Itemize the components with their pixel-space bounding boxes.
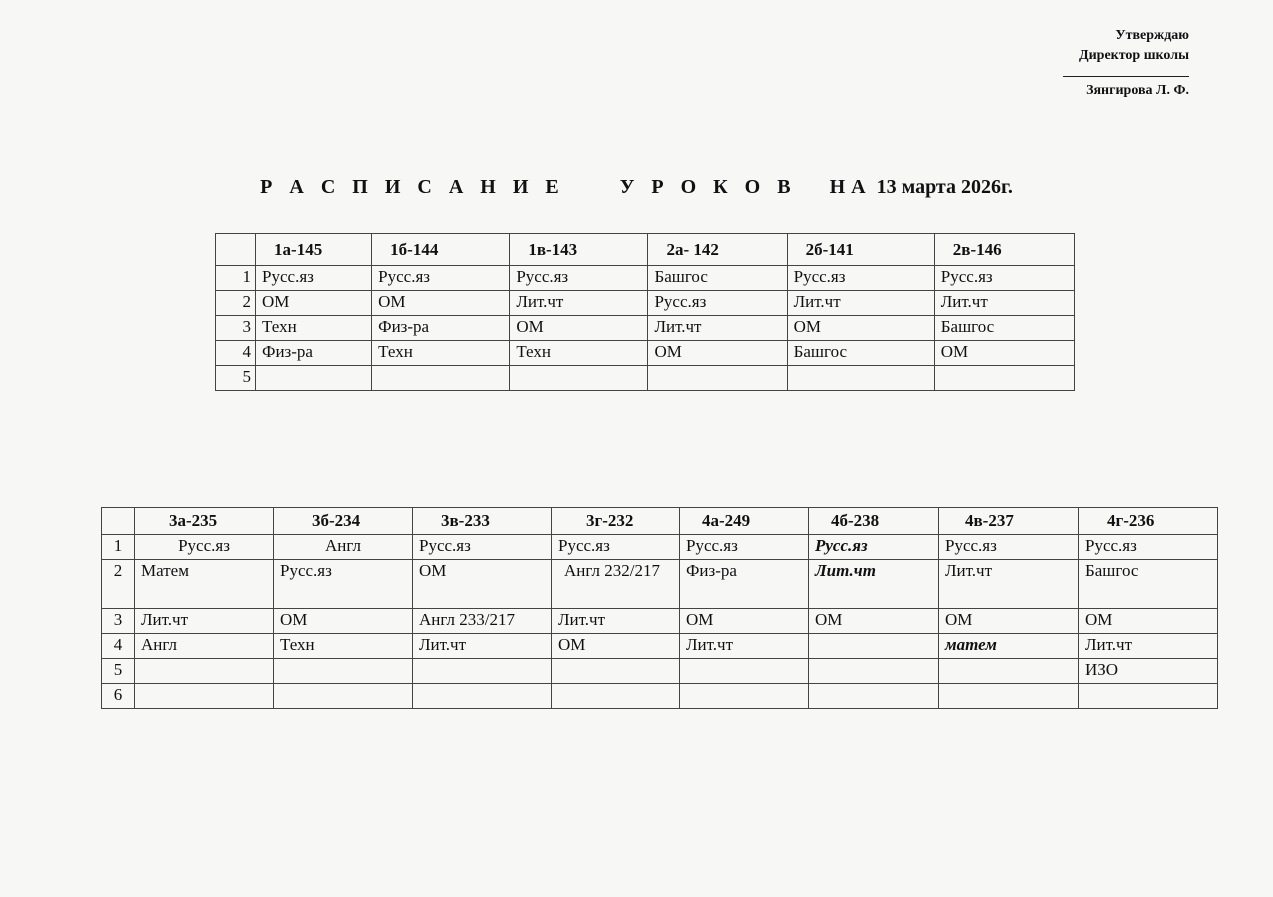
lesson-cell xyxy=(680,684,809,709)
lesson-cell: Лит.чт xyxy=(939,560,1079,609)
lesson-cell: ОМ xyxy=(552,634,680,659)
lesson-cell: ОМ xyxy=(413,560,552,609)
table-row xyxy=(102,609,1218,634)
table-row xyxy=(216,366,1075,391)
schedule-table-grades-1-2 xyxy=(215,233,1075,391)
lesson-cell: Русс.яз xyxy=(413,535,552,560)
lesson-cell: ОМ xyxy=(274,609,413,634)
lesson-cell xyxy=(413,659,552,684)
lesson-cell: Башгос xyxy=(787,341,934,366)
title-date: 13 марта 2026г. xyxy=(876,176,1013,198)
lesson-number: 6 xyxy=(102,684,135,709)
table-header-row xyxy=(216,234,1075,266)
lesson-cell: ОМ xyxy=(680,609,809,634)
lesson-cell: Лит.чт xyxy=(680,634,809,659)
lesson-cell: ОМ xyxy=(1079,609,1218,634)
director-position: Директор школы xyxy=(1078,48,1189,63)
approve-label: Утверждаю xyxy=(1115,28,1189,43)
lesson-cell: Матем xyxy=(135,560,274,609)
lesson-cell xyxy=(1079,684,1218,709)
lesson-number: 1 xyxy=(216,266,256,291)
lesson-cell: Башгос xyxy=(934,316,1074,341)
lesson-cell: Русс.яз xyxy=(1079,535,1218,560)
lesson-cell: ОМ xyxy=(510,316,648,341)
lesson-cell: Русс.яз xyxy=(552,535,680,560)
table-row xyxy=(216,291,1075,316)
lesson-cell xyxy=(809,634,939,659)
lesson-cell: Русс.яз xyxy=(648,291,787,316)
lesson-cell: Лит.чт xyxy=(787,291,934,316)
schedule-table-grades-3-4 xyxy=(101,507,1218,709)
lesson-cell: матем xyxy=(939,634,1079,659)
lesson-cell: Русс.яз xyxy=(372,266,510,291)
lesson-cell: ОМ xyxy=(939,609,1079,634)
table-row xyxy=(102,634,1218,659)
lesson-cell xyxy=(274,684,413,709)
class-header: 2а- 142 xyxy=(648,234,787,266)
signature-line xyxy=(1063,76,1189,77)
corner-cell xyxy=(102,508,135,535)
class-header: 1в-143 xyxy=(510,234,648,266)
table-row xyxy=(216,341,1075,366)
class-header: 4б-238 xyxy=(809,508,939,535)
lesson-cell xyxy=(413,684,552,709)
lesson-cell: Техн xyxy=(510,341,648,366)
lesson-number: 1 xyxy=(102,535,135,560)
table-row xyxy=(216,316,1075,341)
class-header: 2в-146 xyxy=(934,234,1074,266)
lesson-cell: Лит.чт xyxy=(809,560,939,609)
class-header: 1а-145 xyxy=(256,234,372,266)
class-header: 1б-144 xyxy=(372,234,510,266)
lesson-cell: Физ-ра xyxy=(256,341,372,366)
lesson-cell: Лит.чт xyxy=(934,291,1074,316)
lesson-cell: Лит.чт xyxy=(1079,634,1218,659)
director-name: Зянгирова Л. Ф. xyxy=(1086,83,1189,98)
lesson-cell: Русс.яз xyxy=(274,560,413,609)
lesson-cell: Англ 232/217 xyxy=(552,560,680,609)
lesson-cell: Русс.яз xyxy=(939,535,1079,560)
class-header: 3б-234 xyxy=(274,508,413,535)
lesson-cell xyxy=(256,366,372,391)
page-title xyxy=(0,176,1273,199)
table-row xyxy=(102,535,1218,560)
lesson-cell: Англ 233/217 xyxy=(413,609,552,634)
lesson-cell: Англ xyxy=(274,535,413,560)
lesson-number: 2 xyxy=(102,560,135,609)
table-row xyxy=(216,266,1075,291)
table-row xyxy=(102,560,1218,609)
lesson-number: 4 xyxy=(216,341,256,366)
lesson-cell xyxy=(809,659,939,684)
lesson-cell: ИЗО xyxy=(1079,659,1218,684)
lesson-cell xyxy=(648,366,787,391)
lesson-cell xyxy=(552,659,680,684)
table-header-row xyxy=(102,508,1218,535)
lesson-cell: Лит.чт xyxy=(552,609,680,634)
lesson-cell: ОМ xyxy=(648,341,787,366)
class-header: 4в-237 xyxy=(939,508,1079,535)
lesson-number: 3 xyxy=(216,316,256,341)
lesson-number: 5 xyxy=(102,659,135,684)
table-row xyxy=(102,659,1218,684)
lesson-cell xyxy=(934,366,1074,391)
lesson-cell: Башгос xyxy=(1079,560,1218,609)
lesson-cell xyxy=(939,684,1079,709)
lesson-cell: Англ xyxy=(135,634,274,659)
lesson-number: 2 xyxy=(216,291,256,316)
lesson-cell: Лит.чт xyxy=(135,609,274,634)
class-header: 4г-236 xyxy=(1079,508,1218,535)
lesson-cell: ОМ xyxy=(809,609,939,634)
lesson-cell: Физ-ра xyxy=(680,560,809,609)
title-main: Р А С П И С А Н И Е У Р О К О В НА xyxy=(260,176,872,198)
lesson-number: 5 xyxy=(216,366,256,391)
lesson-number: 3 xyxy=(102,609,135,634)
class-header: 3в-233 xyxy=(413,508,552,535)
lesson-cell: Русс.яз xyxy=(510,266,648,291)
lesson-cell: Русс.яз xyxy=(256,266,372,291)
lesson-cell xyxy=(809,684,939,709)
table-row xyxy=(102,684,1218,709)
class-header: 3а-235 xyxy=(135,508,274,535)
lesson-cell: Русс.яз xyxy=(934,266,1074,291)
lesson-cell: Техн xyxy=(372,341,510,366)
approval-block xyxy=(1049,26,1189,101)
lesson-cell xyxy=(680,659,809,684)
lesson-cell: ОМ xyxy=(372,291,510,316)
corner-cell xyxy=(216,234,256,266)
lesson-cell: Техн xyxy=(256,316,372,341)
lesson-cell xyxy=(552,684,680,709)
lesson-cell: Русс.яз xyxy=(809,535,939,560)
lesson-cell: Лит.чт xyxy=(648,316,787,341)
lesson-cell: Лит.чт xyxy=(510,291,648,316)
class-header: 2б-141 xyxy=(787,234,934,266)
lesson-cell: Башгос xyxy=(648,266,787,291)
lesson-cell xyxy=(135,684,274,709)
lesson-cell: Техн xyxy=(274,634,413,659)
lesson-cell xyxy=(510,366,648,391)
lesson-cell: Русс.яз xyxy=(135,535,274,560)
lesson-cell: Русс.яз xyxy=(680,535,809,560)
lesson-cell: ОМ xyxy=(787,316,934,341)
lesson-cell xyxy=(939,659,1079,684)
lesson-cell xyxy=(135,659,274,684)
lesson-cell: Физ-ра xyxy=(372,316,510,341)
class-header: 3г-232 xyxy=(552,508,680,535)
lesson-cell: ОМ xyxy=(934,341,1074,366)
lesson-cell xyxy=(274,659,413,684)
lesson-number: 4 xyxy=(102,634,135,659)
lesson-cell xyxy=(787,366,934,391)
lesson-cell: Лит.чт xyxy=(413,634,552,659)
lesson-cell: ОМ xyxy=(256,291,372,316)
class-header: 4а-249 xyxy=(680,508,809,535)
lesson-cell: Русс.яз xyxy=(787,266,934,291)
lesson-cell xyxy=(372,366,510,391)
